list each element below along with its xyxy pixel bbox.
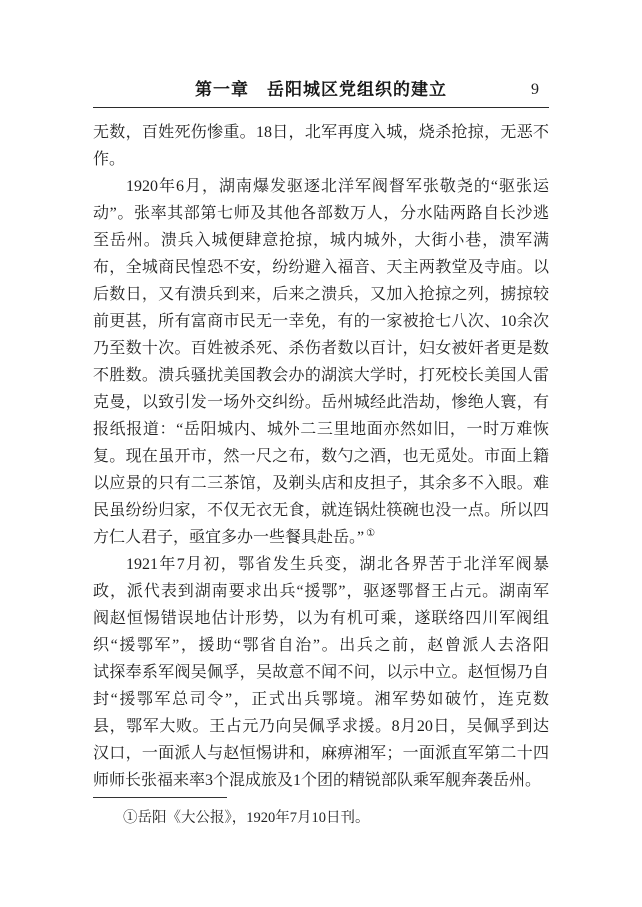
text-line: 复。现在虽开市，然一尺之布，数勺之酒，也无觅处。市面上籍 [93, 448, 549, 465]
chapter-title: 第一章 岳阳城区党组织的建立 [195, 80, 447, 99]
text-line: 动”。张率其部第七师及其他各部数万人，分水陆两路自长沙逃 [93, 205, 549, 222]
text-line: 报纸报道：“岳阳城内、城外二三里地面亦然如旧，一时万难恢 [93, 421, 549, 438]
text-line: 不胜数。溃兵骚扰美国教会办的湖滨大学时，打死校长美国人雷 [93, 367, 549, 384]
footnote [93, 807, 549, 829]
footnote-text: ①岳阳《大公报》，1920年7月10日刊。 [123, 810, 370, 826]
text-line: 县，鄂军大败。王占元乃向吴佩孚求援。8月20日，吴佩孚到达 [93, 718, 549, 735]
text-line: 试探奉系军阀吴佩孚，吴故意不闻不问，以示中立。赵恒惕乃自 [93, 664, 549, 681]
text-line: 后数日，又有溃兵到来，后来之溃兵，又加入抢掠之列，掳掠较 [93, 286, 549, 303]
text-line: 乃至数十次。百姓被杀死、杀伤者数以百计，妇女被奸者更是数 [93, 340, 549, 357]
text-line: 封“援鄂军总司令”，正式出兵鄂境。湘军势如破竹，连克数 [93, 691, 549, 708]
text-line: 无数，百姓死伤惨重。18日，北军再度入城，烧杀抢掠，无恶不 [93, 124, 549, 141]
text-line: 政，派代表到湖南要求出兵“援鄂”，驱逐鄂督王占元。湖南军 [93, 583, 549, 600]
text-line: 方仁人君子，亟宜多办一些餐具赴岳。” ① [93, 527, 376, 546]
text-line: 民虽纷纷归家，不仅无衣无食，就连锅灶筷碗也没一点。所以四 [93, 502, 549, 519]
text-line: 阀赵恒惕错误地估计形势，以为有机可乘，遂联络四川军阀组 [93, 610, 549, 627]
text-line: 织“援鄂军”，援助“鄂省自治”。出兵之前，赵曾派人去洛阳 [93, 637, 549, 654]
footnote-reference: ① [366, 527, 376, 539]
text-line: 汉口，一面派人与赵恒惕讲和，麻痹湘军；一面派直军第二十四 [93, 745, 549, 762]
text-line: 以应景的只有二三茶馆，及剃头店和皮担子，其余多不入眼。难 [93, 475, 549, 492]
text-line: 作。 [93, 151, 126, 168]
text-line: 克曼，以致引发一场外交纠纷。岳州城经此浩劫，惨绝人寰，有 [93, 394, 549, 411]
page-number: 9 [531, 81, 539, 98]
text-column [93, 0, 549, 829]
text-line: 至岳州。溃兵入城便肆意抢掠，城内城外，大街小巷，溃军满 [93, 232, 549, 249]
footnote-separator [93, 797, 227, 798]
page-header [93, 0, 549, 101]
text-line: 前更甚，所有富商市民无一幸免，有的一家被抢七八次、10余次 [93, 313, 549, 330]
header-rule [93, 107, 549, 108]
text-line: 1920年6月，湖南爆发驱逐北洋军阀督军张敬尧的“驱张运 [126, 178, 549, 195]
text-line: 布，全城商民惶恐不安，纷纷避入福音、天主两教堂及寺庙。以 [93, 259, 549, 276]
text-line: 1921年7月初，鄂省发生兵变，湖北各界苦于北洋军阀暴 [126, 556, 549, 573]
body-text [93, 119, 549, 794]
text-line: 师师长张福来率3个混成旅及1个团的精锐部队乘军舰奔袭岳州。 [93, 772, 542, 789]
